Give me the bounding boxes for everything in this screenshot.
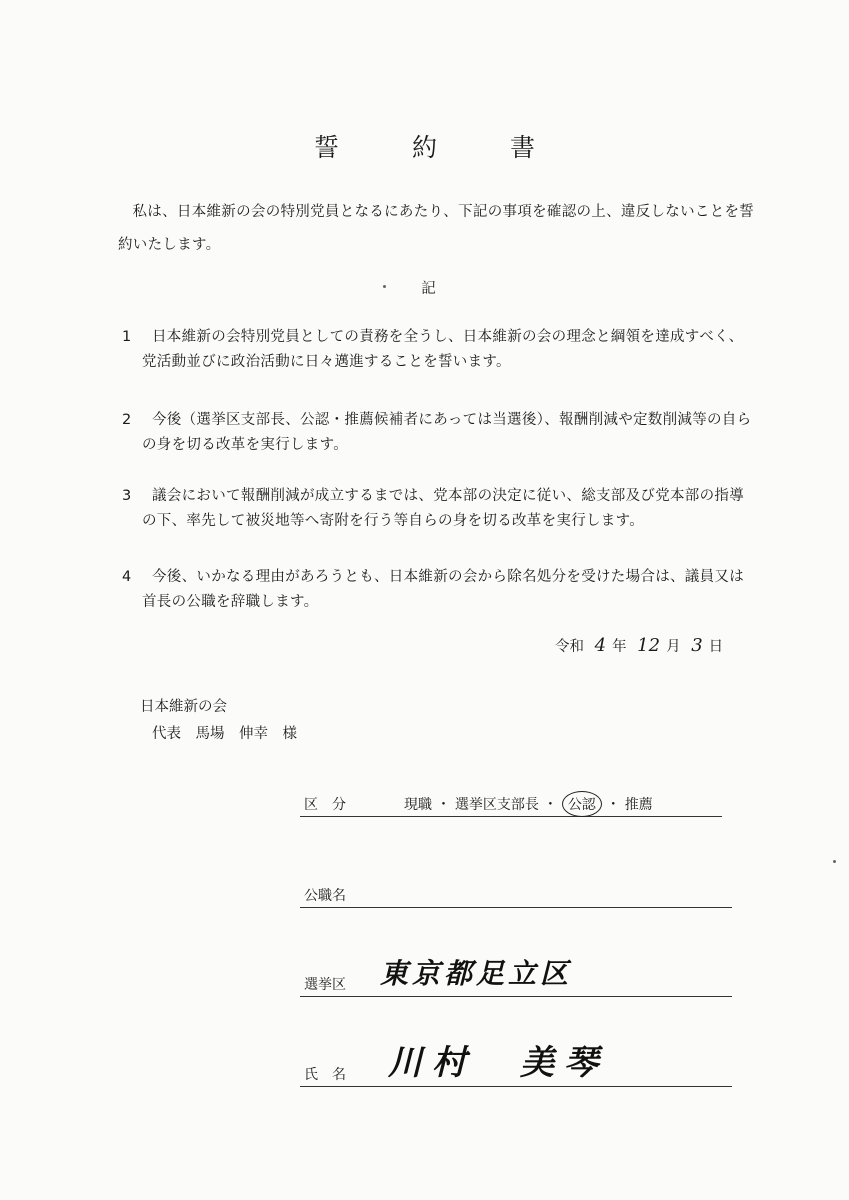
category-options xyxy=(404,794,653,814)
date-day: 3 xyxy=(691,635,703,656)
date-month: 12 xyxy=(637,635,661,656)
option-separator: ・ xyxy=(436,797,451,813)
date-month-unit: 月 xyxy=(666,639,681,655)
option-separator: ・ xyxy=(606,797,621,813)
district-field xyxy=(300,957,732,997)
pledge-item xyxy=(122,565,758,615)
category-option-selected: 公認 xyxy=(562,791,602,817)
category-label: 区 分 xyxy=(304,797,346,813)
category-option: 推薦 xyxy=(624,797,653,813)
pledge-item xyxy=(122,484,758,534)
signing-date xyxy=(555,635,723,656)
category-option: 現職 xyxy=(404,797,432,813)
addressee-org: 日本維新の会 xyxy=(140,699,227,715)
pledge-item xyxy=(122,325,758,375)
addressee-rep: 代表 馬場 伸幸 様 xyxy=(152,726,297,742)
intro-paragraph: 私は、日本維新の会の特別党員となるにあたり、下記の事項を確認の上、違反しないことを誓約いたします。 xyxy=(118,204,755,253)
item-text: 日本維新の会特別党員としての責務を全うし、日本維新の会の理念と綱領を達成すべく、党活動並びに政治活動に日々邁進することを誓います。 xyxy=(142,329,744,370)
item-text: 今後、いかなる理由があろうとも、日本維新の会から除名処分を受けた場合は、議員又は首長の公職を辞職します。 xyxy=(142,569,744,610)
name-label: 氏 名 xyxy=(304,1067,346,1083)
document-title: 誓 約 書 xyxy=(313,133,559,162)
scan-speck xyxy=(833,860,836,863)
item-text: 今後（選挙区支部長、公認・推薦候補者にあっては当選後）、報酬削減や定数削減等の自らの身を切る改革を実行します。 xyxy=(142,412,752,453)
pledge-item xyxy=(122,408,758,458)
office-label: 公職名 xyxy=(304,888,346,904)
district-value: 東京都足立区 xyxy=(380,957,573,990)
date-day-unit: 日 xyxy=(708,639,724,655)
date-era: 令和 xyxy=(555,639,584,655)
item-number: 1 xyxy=(122,329,132,345)
item-number: 4 xyxy=(122,569,132,585)
scan-speck xyxy=(383,285,386,288)
name-field xyxy=(300,1043,732,1087)
date-year-unit: 年 xyxy=(612,639,627,655)
item-number: 2 xyxy=(122,412,132,428)
category-field xyxy=(300,786,722,817)
date-year: 4 xyxy=(594,635,607,656)
item-number: 3 xyxy=(122,488,132,504)
item-text: 議会において報酬削減が成立するまでは、党本部の決定に従い、総支部及び党本部の指導の下、率先して被災地等へ寄附を行う等自らの身を切る改革を実行します。 xyxy=(142,488,744,529)
category-option: 選挙区支部長 xyxy=(454,797,539,813)
office-field xyxy=(300,877,732,908)
option-separator: ・ xyxy=(543,797,558,813)
district-label: 選挙区 xyxy=(304,977,346,993)
ki-heading: 記 xyxy=(421,281,436,297)
name-value: 川村 美琴 xyxy=(388,1043,608,1083)
